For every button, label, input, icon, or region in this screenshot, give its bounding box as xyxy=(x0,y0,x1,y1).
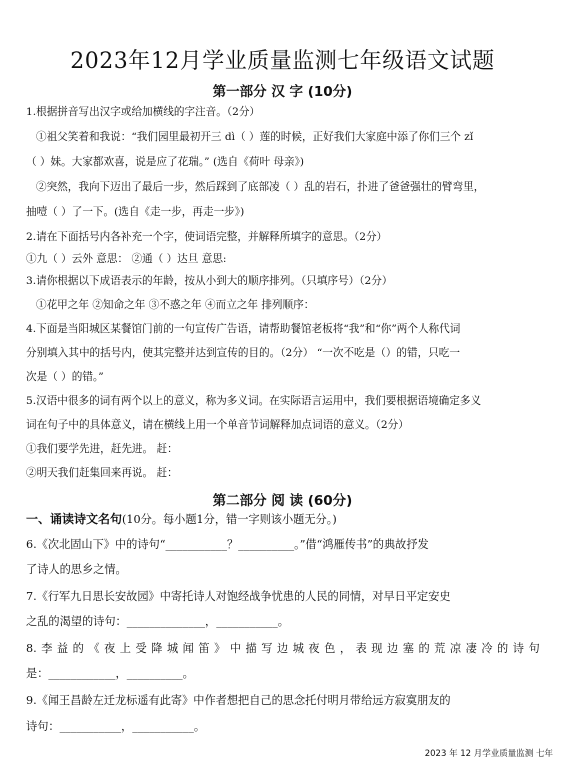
q6-line1: 6.《次北固山下》中的诗句“___________？__________。”借“鸿雁传书”的典故抒发 xyxy=(26,538,429,551)
q3-options: ①花甲之年 ②知命之年 ③不惑之年 ④而立之年 排列顺序： xyxy=(36,299,315,311)
q8-char: 现 xyxy=(371,642,383,655)
q1-item1-line1: ①祖父笑着和我说：“我们园里最初开三 dì（ ）莲的时候，正好我们大家庭中添了你们三个 zǐ xyxy=(36,131,474,143)
q8-line1 xyxy=(26,642,540,656)
q8-char: 8. xyxy=(26,642,37,655)
q9-line2: 诗句：___________，___________。 xyxy=(26,720,206,733)
q8-char: 受 xyxy=(135,642,147,655)
q8-char: 》 xyxy=(214,642,226,655)
q9-line1: 9.《闻王昌龄左迁龙标遥有此寄》中作者想把自己的思念托付明月带给远方寂寞朋友的 xyxy=(26,694,451,707)
q8-char: 凄 xyxy=(465,642,477,655)
q8-char: 《 xyxy=(88,642,100,655)
q8-char: 写 xyxy=(261,642,273,655)
page-footer: 2023 年 12 月学业质量监测 七年 xyxy=(424,749,553,759)
q4-line2: 分别填入其中的括号内，使其完整并达到宣传的目的。（2分） “一次不吃是（）的错，只吃一 xyxy=(26,347,460,359)
q1-prompt: 1.根据拼音写出汉字或给加横线的字注音。（2分） xyxy=(26,106,261,118)
q8-char: 荒 xyxy=(434,642,446,655)
q4-line1: 4.下面是当阳城区某餐馆门前的一句宣传广告语，请帮助餐馆老板将“我”和“你”两个人称代词 xyxy=(26,323,461,335)
q8-char: 的 xyxy=(497,642,509,655)
q1-item1-line2: （ ）妹。大家都欢喜，说是应了花瑞。” (选自《荷叶 母亲》) xyxy=(26,156,305,168)
q8-char: 凉 xyxy=(449,642,462,655)
q8-char: 益 xyxy=(56,642,69,655)
q8-char: 夜 xyxy=(104,642,116,655)
q1-item2-line2: 抽噎（ ）了一下。(选自《走一步，再走一步》) xyxy=(26,206,245,218)
recitation-subheading xyxy=(26,512,337,527)
part2-heading: 第二部分 阅 读 (60分) xyxy=(212,493,353,509)
q8-char: 色 xyxy=(324,642,336,655)
q8-line2: 是：____________，__________。 xyxy=(26,667,194,680)
q5-item1: ①我们要学先进，赶先进。 赶： xyxy=(26,443,178,455)
q7-line1: 7.《行军九日思长安故园》中寄托诗人对饱经战争忧患的人民的同情，对早日平定安史 xyxy=(26,590,451,603)
q1-item2-line1: ②突然，我向下迈出了最后一步，然后踩到了底部凌（ ）乱的岩石，扑进了爸爸强壮的臂弯里， xyxy=(36,181,485,193)
q8-char: 句 xyxy=(528,642,540,655)
q8-char: 的 xyxy=(72,642,84,655)
part1-heading: 第一部分 汉 字 (10分) xyxy=(212,84,353,100)
q8-char: 降 xyxy=(151,642,163,655)
q8-char: 塞 xyxy=(402,642,414,655)
q6-line2: 了诗人的思乡之情。 xyxy=(26,563,127,576)
q8-char: 冷 xyxy=(481,642,493,655)
q8-char: 的 xyxy=(418,642,430,655)
q8-char: 诗 xyxy=(512,642,524,655)
exam-title: 2023年12月学业质量监测七年级语文试题 xyxy=(70,49,495,74)
q2-prompt: 2.请在下面括号内各补充一个字，使词语完整，并解释所填字的意思。（2分） xyxy=(26,231,388,243)
q8-char: 表 xyxy=(355,642,367,655)
q8-char: 边 xyxy=(276,642,289,655)
recitation-subheading-note: (10分。每小题1分，错一字则该小题无分。) xyxy=(122,513,337,526)
q4-line3: 次是（ ）的错。” xyxy=(26,371,104,383)
q8-char: ， xyxy=(339,642,352,655)
q8-char: 笛 xyxy=(198,642,210,655)
recitation-subheading-bold: 一、诵读诗文名句 xyxy=(26,512,123,526)
q8-char: 城 xyxy=(292,642,304,655)
q8-char: 边 xyxy=(387,642,399,655)
q8-char: 上 xyxy=(119,642,131,655)
q5-line2: 词在句子中的具体意义，请在横线上用一个单音节词解释加点词语的意义。（2分） xyxy=(26,419,409,431)
q2-items: ①九（ ）云外 意思： ②通（ ）达旦 意思: xyxy=(26,253,227,265)
q8-char: 闻 xyxy=(182,642,194,655)
q8-char: 中 xyxy=(229,642,242,655)
q8-char: 夜 xyxy=(308,642,320,655)
q5-line1: 5.汉语中很多的词有两个以上的意义，称为多义词。在实际语言运用中，我们要根据语境确定多义 xyxy=(26,395,482,407)
q3-prompt: 3.请你根据以下成语表示的年龄，按从小到大的顺序排列。（只填序号）（2分） xyxy=(26,275,393,287)
q8-char: 李 xyxy=(41,642,53,655)
q7-line2: 之乱的渴望的诗句：______________，___________。 xyxy=(26,615,289,628)
q8-char: 描 xyxy=(245,642,257,655)
q5-item2: ②明天我们赶集回来再说。 赶： xyxy=(26,467,178,479)
q8-char: 城 xyxy=(166,642,179,655)
